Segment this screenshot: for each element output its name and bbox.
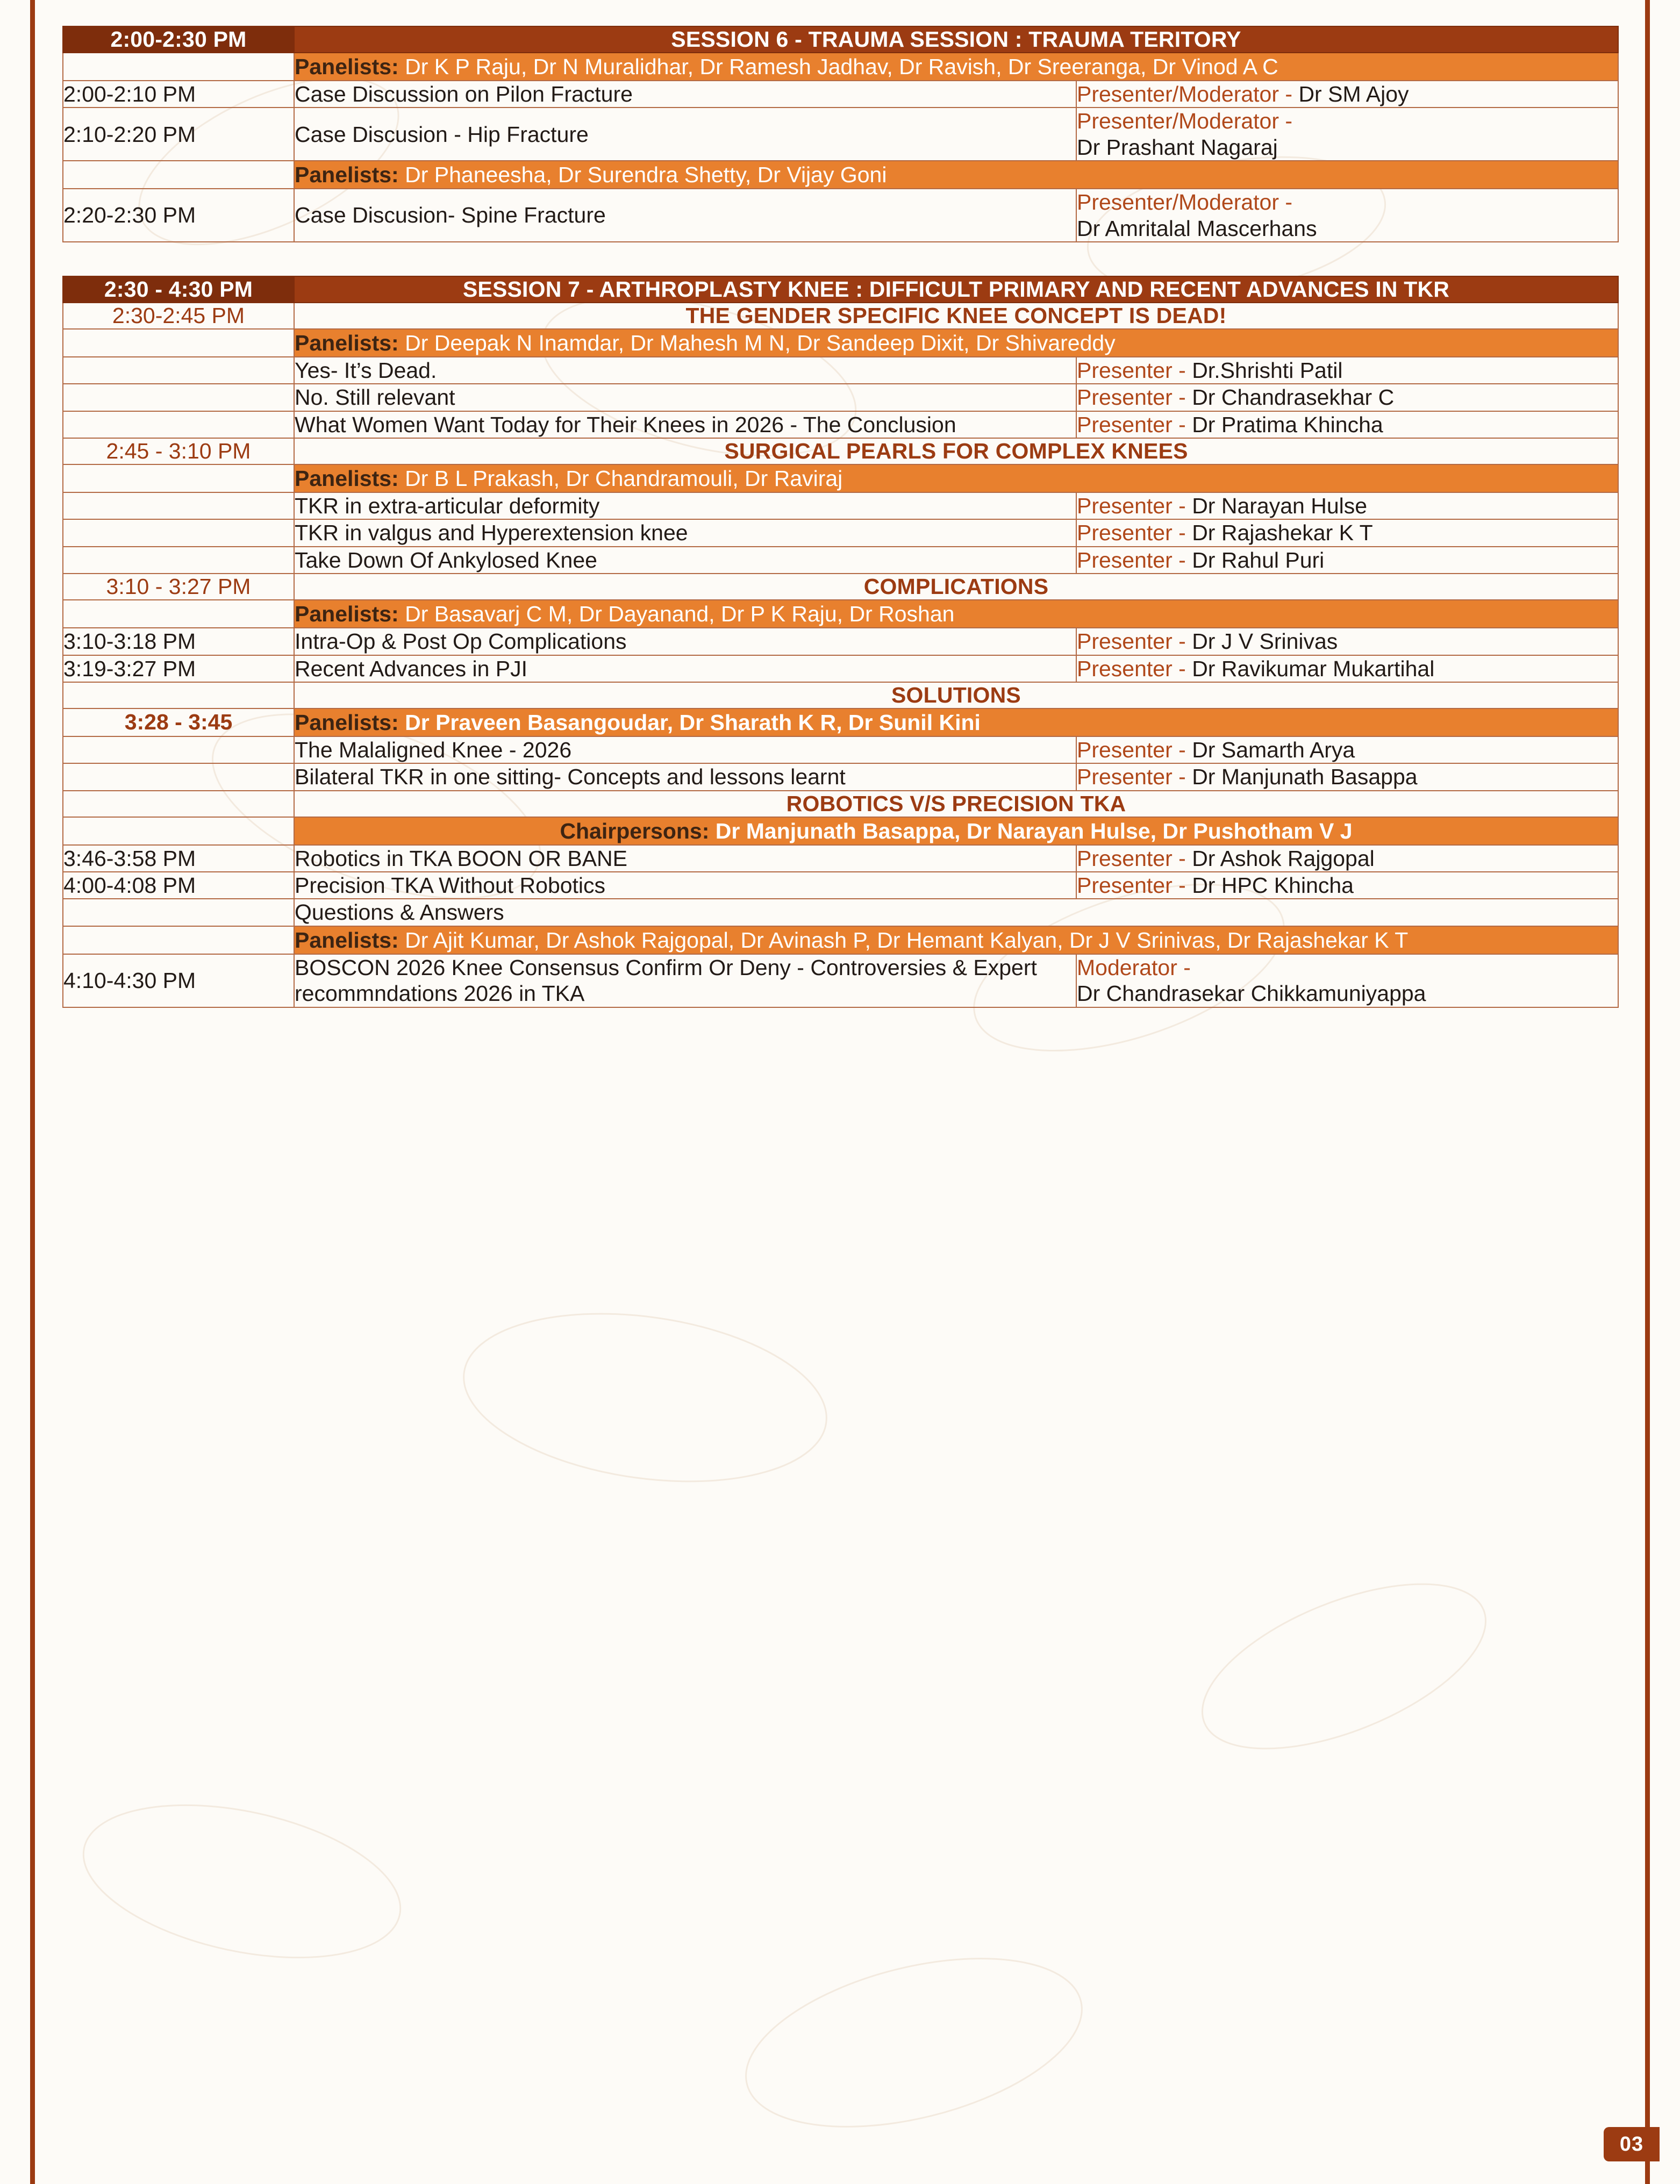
talk-presenter: [1076, 384, 1618, 411]
panelists-cell: [294, 600, 1618, 628]
block-subhead: SOLUTIONS: [294, 682, 1618, 708]
talk-title: BOSCON 2026 Knee Consensus Confirm Or Deny - Controversies & Expert recommndations 2026 in TKA: [294, 954, 1076, 1007]
talk-presenter: [1076, 189, 1618, 242]
chairpersons-cell: [294, 817, 1618, 845]
person-name: Dr Rajashekar K T: [1192, 520, 1373, 546]
table-row: [63, 628, 1618, 655]
talk-title: Bilateral TKR in one sitting- Concepts and lessons learnt: [294, 763, 1076, 790]
table-row: [63, 357, 1618, 384]
block-subhead: THE GENDER SPECIFIC KNEE CONCEPT IS DEAD!: [294, 303, 1618, 329]
panelists-names: Dr Phaneesha, Dr Surendra Shetty, Dr Vijay Goni: [405, 162, 887, 188]
page-border-left: [30, 0, 35, 2184]
block-subhead: SURGICAL PEARLS FOR COMPLEX KNEES: [294, 438, 1618, 464]
table-row: [63, 519, 1618, 546]
time-cell-empty: [63, 899, 294, 926]
person-name: Dr Rahul Puri: [1192, 547, 1325, 572]
table-row: [63, 708, 1618, 736]
role-label: Presenter -: [1077, 520, 1192, 546]
table-row: [63, 926, 1618, 954]
panelists-cell: [294, 329, 1618, 357]
role-label: Presenter/Moderator -: [1077, 190, 1293, 215]
person-name: Dr J V Srinivas: [1192, 629, 1338, 654]
role-label: Presenter -: [1077, 547, 1192, 572]
role-label: Presenter -: [1077, 493, 1192, 519]
talk-title: Questions & Answers: [294, 899, 1618, 926]
role-label: Presenter -: [1077, 656, 1192, 681]
talk-presenter: [1076, 872, 1618, 899]
session-header-row: [63, 26, 1618, 53]
talk-time: 3:19-3:27 PM: [63, 655, 294, 682]
talk-presenter: [1076, 954, 1618, 1007]
panelists-cell: [294, 464, 1618, 492]
session-time: 2:00-2:30 PM: [63, 26, 294, 53]
table-row: [63, 438, 1618, 464]
block-subhead: COMPLICATIONS: [294, 574, 1618, 600]
session-title: SESSION 6 - TRAUMA SESSION : TRAUMA TERITORY: [294, 26, 1618, 53]
table-row: [63, 845, 1618, 872]
talk-presenter: [1076, 411, 1618, 438]
table-row: [63, 682, 1618, 708]
table-row: [63, 791, 1618, 817]
talk-presenter: [1076, 357, 1618, 384]
panelists-names: Dr Basavarj C M, Dr Dayanand, Dr P K Raju, Dr Roshan: [405, 602, 955, 627]
talk-title: Take Down Of Ankylosed Knee: [294, 547, 1076, 574]
talk-title: The Malaligned Knee - 2026: [294, 736, 1076, 763]
talk-title: Precision TKA Without Robotics: [294, 872, 1076, 899]
role-label: Presenter -: [1077, 629, 1192, 654]
role-label: Presenter -: [1077, 385, 1192, 410]
block-time: 2:45 - 3:10 PM: [63, 438, 294, 464]
chairpersons-label: Chairpersons:: [560, 818, 710, 843]
table-row: [63, 108, 1618, 161]
role-label: Presenter -: [1077, 846, 1192, 871]
talk-time: 4:00-4:08 PM: [63, 872, 294, 899]
role-label: Presenter -: [1077, 737, 1192, 762]
time-cell-empty: [63, 817, 294, 845]
block-time: 2:30-2:45 PM: [63, 303, 294, 329]
table-row: [63, 817, 1618, 845]
talk-presenter: [1076, 628, 1618, 655]
table-row: [63, 492, 1618, 519]
person-name: Dr Amritalal Mascerhans: [1077, 216, 1317, 241]
talk-title: Case Discusion - Hip Fracture: [294, 108, 1076, 161]
table-row: [63, 872, 1618, 899]
time-cell-empty: [63, 926, 294, 954]
time-cell-empty: [63, 791, 294, 817]
talk-title: Robotics in TKA BOON OR BANE: [294, 845, 1076, 872]
talk-title: Case Discusion- Spine Fracture: [294, 189, 1076, 242]
session-time: 2:30 - 4:30 PM: [63, 276, 294, 303]
table-row: [63, 161, 1618, 189]
panelists-names: Dr Ajit Kumar, Dr Ashok Rajgopal, Dr Avinash P, Dr Hemant Kalyan, Dr J V Srinivas, Dr Rajashekar K T: [405, 927, 1409, 953]
panelists-cell: [294, 926, 1618, 954]
role-label: Presenter -: [1077, 873, 1192, 898]
person-name: Dr Ashok Rajgopal: [1192, 846, 1375, 871]
time-cell-empty: [63, 329, 294, 357]
time-cell-empty: [63, 547, 294, 574]
time-cell-empty: [63, 763, 294, 790]
panelists-names: Dr K P Raju, Dr N Muralidhar, Dr Ramesh Jadhav, Dr Ravish, Dr Sreeranga, Dr Vinod A C: [405, 54, 1278, 79]
panelists-label: Panelists:: [295, 466, 399, 491]
talk-time: 3:10-3:18 PM: [63, 628, 294, 655]
panelists-label: Panelists:: [295, 162, 399, 188]
panelists-label: Panelists:: [295, 602, 399, 627]
talk-title: Yes- It’s Dead.: [294, 357, 1076, 384]
talk-time: 3:46-3:58 PM: [63, 845, 294, 872]
table-row: [63, 411, 1618, 438]
talk-title: Recent Advances in PJI: [294, 655, 1076, 682]
table-row: [63, 384, 1618, 411]
talk-presenter: [1076, 519, 1618, 546]
role-label: Presenter -: [1077, 412, 1192, 437]
table-row: [63, 303, 1618, 329]
table-row: [63, 464, 1618, 492]
table-row: [63, 53, 1618, 81]
person-name: Dr Chandrasekar Chikkamuniyappa: [1077, 981, 1426, 1006]
time-cell-empty: [63, 600, 294, 628]
session-header-row: [63, 276, 1618, 303]
talk-presenter: [1076, 108, 1618, 161]
person-name: Dr.Shrishti Patil: [1192, 357, 1343, 383]
talk-presenter: [1076, 81, 1618, 108]
panelists-label: Panelists:: [295, 927, 399, 953]
talk-presenter: [1076, 736, 1618, 763]
person-name: Dr Manjunath Basappa: [1192, 764, 1418, 790]
panelists-label: Panelists:: [295, 330, 399, 355]
talk-presenter: [1076, 492, 1618, 519]
table-row: [63, 763, 1618, 790]
role-label: Presenter -: [1077, 357, 1192, 383]
session-title: SESSION 7 - ARTHROPLASTY KNEE : DIFFICULT PRIMARY AND RECENT ADVANCES IN TKR: [294, 276, 1618, 303]
time-cell-empty: [63, 411, 294, 438]
person-name: Dr Ravikumar Mukartihal: [1192, 656, 1435, 681]
role-label: Moderator -: [1077, 955, 1191, 980]
talk-title: What Women Want Today for Their Knees in 2026 - The Conclusion: [294, 411, 1076, 438]
chairpersons-names: Dr Manjunath Basappa, Dr Narayan Hulse, Dr Pushotham V J: [715, 818, 1353, 843]
person-name: Dr Samarth Arya: [1192, 737, 1355, 762]
talk-title: TKR in extra-articular deformity: [294, 492, 1076, 519]
talk-presenter: [1076, 845, 1618, 872]
page-number-badge: 03: [1604, 2127, 1660, 2161]
person-name: Dr Pratima Khincha: [1192, 412, 1383, 437]
talk-time: 2:20-2:30 PM: [63, 189, 294, 242]
table-row: [63, 547, 1618, 574]
table-row: [63, 189, 1618, 242]
table-row: [63, 574, 1618, 600]
panelists-cell: [294, 161, 1618, 189]
person-name: Dr SM Ajoy: [1298, 82, 1409, 107]
person-name: Dr Narayan Hulse: [1192, 493, 1368, 519]
time-cell-empty: [63, 464, 294, 492]
person-name: Dr Chandrasekhar C: [1192, 385, 1395, 410]
role-label: Presenter/Moderator -: [1077, 109, 1293, 134]
session-table-6: [62, 26, 1619, 242]
session-table-7: [62, 276, 1619, 1008]
page-border-right: [1645, 0, 1650, 2184]
panelists-names: Dr Praveen Basangoudar, Dr Sharath K R, Dr Sunil Kini: [405, 710, 981, 735]
time-cell-empty: [63, 161, 294, 189]
table-row: [63, 655, 1618, 682]
talk-presenter: [1076, 547, 1618, 574]
talk-presenter: [1076, 655, 1618, 682]
table-row: [63, 81, 1618, 108]
panelists-label: Panelists:: [295, 54, 399, 79]
panelists-cell: [294, 53, 1618, 81]
table-row: [63, 899, 1618, 926]
panelists-label: Panelists:: [295, 710, 399, 735]
person-name: Dr HPC Khincha: [1192, 873, 1354, 898]
talk-presenter: [1076, 763, 1618, 790]
block-subhead: ROBOTICS V/S PRECISION TKA: [294, 791, 1618, 817]
table-row: [63, 736, 1618, 763]
talk-title: Intra-Op & Post Op Complications: [294, 628, 1076, 655]
block-time: 3:10 - 3:27 PM: [63, 574, 294, 600]
block-time: 3:28 - 3:45: [63, 708, 294, 736]
time-cell-empty: [63, 736, 294, 763]
table-row: [63, 600, 1618, 628]
time-cell-empty: [63, 519, 294, 546]
time-cell-empty: [63, 492, 294, 519]
time-cell-empty: [63, 384, 294, 411]
time-cell-empty: [63, 53, 294, 81]
talk-title: Case Discussion on Pilon Fracture: [294, 81, 1076, 108]
role-label: Presenter/Moderator -: [1077, 82, 1299, 107]
role-label: Presenter -: [1077, 764, 1192, 790]
talk-time: 2:00-2:10 PM: [63, 81, 294, 108]
schedule-content: [62, 26, 1618, 1008]
panelists-names: Dr B L Prakash, Dr Chandramouli, Dr Raviraj: [405, 466, 843, 491]
talk-time: 4:10-4:30 PM: [63, 954, 294, 1007]
talk-time: 2:10-2:20 PM: [63, 108, 294, 161]
talk-title: No. Still relevant: [294, 384, 1076, 411]
time-cell-empty: [63, 357, 294, 384]
panelists-names: Dr Deepak N Inamdar, Dr Mahesh M N, Dr Sandeep Dixit, Dr Shivareddy: [405, 330, 1116, 355]
panelists-cell: [294, 708, 1618, 736]
talk-title: TKR in valgus and Hyperextension knee: [294, 519, 1076, 546]
table-row: [63, 954, 1618, 1007]
time-cell-empty: [63, 682, 294, 708]
table-row: [63, 329, 1618, 357]
person-name: Dr Prashant Nagaraj: [1077, 134, 1278, 160]
